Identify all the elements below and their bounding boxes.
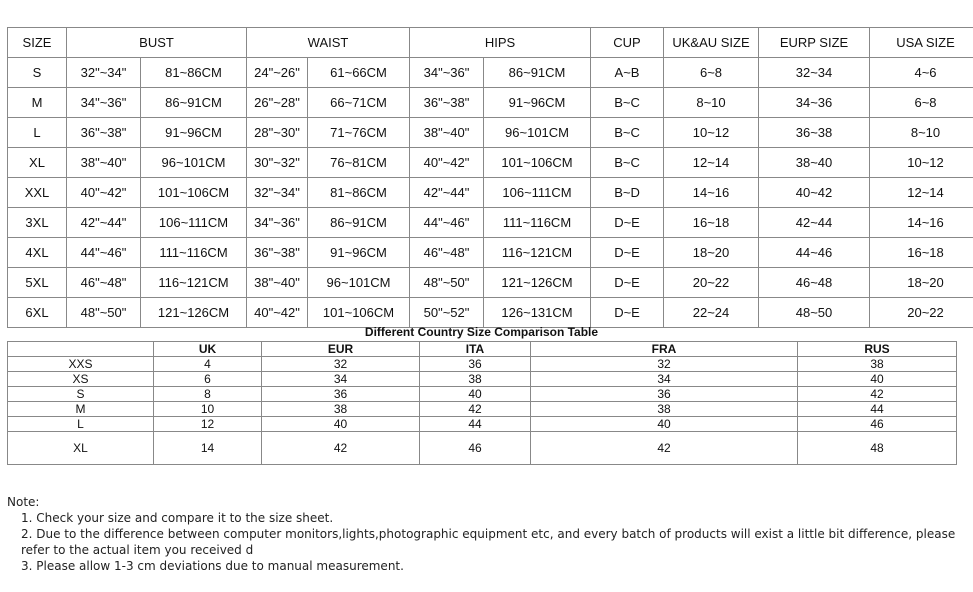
table-cell: 38 — [420, 372, 531, 387]
table-cell: B~D — [591, 178, 664, 208]
table-row — [8, 118, 973, 148]
table-cell: 44"~46" — [410, 208, 484, 238]
table-cell: 8~10 — [664, 88, 759, 118]
table-cell: 86~91CM — [308, 208, 410, 238]
table-row — [8, 58, 973, 88]
table-cell: 48"~50" — [67, 298, 141, 328]
table-cell: 76~81CM — [308, 148, 410, 178]
table-row — [8, 238, 973, 268]
note-item: 1. Check your size and compare it to the size sheet. — [21, 511, 334, 525]
table-cell: 14~16 — [664, 178, 759, 208]
table-cell: 116~121CM — [141, 268, 247, 298]
table-cell: 96~101CM — [308, 268, 410, 298]
table-cell: 32 — [531, 357, 798, 372]
table-cell: B~C — [591, 88, 664, 118]
table-cell: 38"~40" — [247, 268, 308, 298]
table-cell: 48~50 — [759, 298, 870, 328]
table-cell: XXL — [8, 178, 67, 208]
notes-section — [7, 494, 967, 574]
table-cell: 40~42 — [759, 178, 870, 208]
table-cell: 14 — [154, 432, 262, 465]
table-cell: 106~111CM — [141, 208, 247, 238]
size-table-header-row — [8, 28, 973, 58]
comparison-header-cell — [8, 342, 154, 357]
table-cell: A~B — [591, 58, 664, 88]
table-cell: 40"~42" — [410, 148, 484, 178]
table-row — [8, 178, 973, 208]
table-cell: B~C — [591, 148, 664, 178]
table-cell: 6 — [154, 372, 262, 387]
comparison-header-cell: EUR — [262, 342, 420, 357]
notes-list — [7, 510, 967, 574]
table-cell: 46"~48" — [410, 238, 484, 268]
table-cell: 6~8 — [870, 88, 973, 118]
table-row — [8, 417, 957, 432]
table-cell: 101~106CM — [141, 178, 247, 208]
table-cell: 36 — [262, 387, 420, 402]
table-cell: 116~121CM — [484, 238, 591, 268]
table-cell: S — [8, 58, 67, 88]
table-cell: 26"~28" — [247, 88, 308, 118]
comparison-table-title: Different Country Size Comparison Table — [364, 325, 599, 339]
table-cell: 86~91CM — [484, 58, 591, 88]
table-cell: 111~116CM — [141, 238, 247, 268]
table-cell: 32"~34" — [247, 178, 308, 208]
table-cell: S — [8, 387, 154, 402]
size-table-header-cell: BUST — [67, 28, 247, 58]
table-cell: 8 — [154, 387, 262, 402]
table-cell: 44 — [798, 402, 957, 417]
table-cell: 12~14 — [664, 148, 759, 178]
table-cell: 44"~46" — [67, 238, 141, 268]
table-cell: 44 — [420, 417, 531, 432]
table-row — [8, 357, 957, 372]
comparison-header-cell: UK — [154, 342, 262, 357]
table-cell: 30"~32" — [247, 148, 308, 178]
table-cell: 121~126CM — [484, 268, 591, 298]
table-row — [8, 432, 957, 465]
table-cell: 34"~36" — [247, 208, 308, 238]
table-cell: 6XL — [8, 298, 67, 328]
table-cell: 36"~38" — [410, 88, 484, 118]
table-cell: 36 — [531, 387, 798, 402]
table-cell: L — [8, 417, 154, 432]
table-cell: M — [8, 402, 154, 417]
size-table-header-cell: WAIST — [247, 28, 410, 58]
table-cell: L — [8, 118, 67, 148]
table-row — [8, 88, 973, 118]
table-cell: XL — [8, 432, 154, 465]
table-cell: XL — [8, 148, 67, 178]
table-cell: D~E — [591, 208, 664, 238]
table-cell: 40"~42" — [67, 178, 141, 208]
table-cell: 96~101CM — [141, 148, 247, 178]
table-cell: 36"~38" — [247, 238, 308, 268]
comparison-header-row — [8, 342, 957, 357]
table-cell: 36~38 — [759, 118, 870, 148]
table-cell: 28"~30" — [247, 118, 308, 148]
table-cell: 10~12 — [664, 118, 759, 148]
table-cell: XXS — [8, 357, 154, 372]
table-cell: 20~22 — [870, 298, 973, 328]
table-cell: 5XL — [8, 268, 67, 298]
table-cell: 42~44 — [759, 208, 870, 238]
size-table-header-cell: UK&AU SIZE — [664, 28, 759, 58]
table-cell: 32 — [262, 357, 420, 372]
table-cell: 6~8 — [664, 58, 759, 88]
table-cell: 101~106CM — [308, 298, 410, 328]
table-cell: 101~106CM — [484, 148, 591, 178]
table-cell: 3XL — [8, 208, 67, 238]
table-cell: 71~76CM — [308, 118, 410, 148]
table-row — [8, 298, 973, 328]
table-cell: D~E — [591, 298, 664, 328]
table-cell: B~C — [591, 118, 664, 148]
table-cell: 44~46 — [759, 238, 870, 268]
table-cell: 121~126CM — [141, 298, 247, 328]
table-cell: 22~24 — [664, 298, 759, 328]
table-cell: 4XL — [8, 238, 67, 268]
table-row — [8, 387, 957, 402]
comparison-header-cell: ITA — [420, 342, 531, 357]
table-cell: 18~20 — [870, 268, 973, 298]
size-table-header-cell: SIZE — [8, 28, 67, 58]
table-cell: 106~111CM — [484, 178, 591, 208]
note-item: 2. Due to the difference between computer monitors,lights,photographic equipment etc, and every batch of products will exist a little bit difference, please refer to the actual item you received d — [21, 527, 956, 557]
table-cell: 34"~36" — [410, 58, 484, 88]
table-cell: 40 — [420, 387, 531, 402]
table-cell: 36 — [420, 357, 531, 372]
table-cell: 38~40 — [759, 148, 870, 178]
table-cell: 40 — [531, 417, 798, 432]
size-chart-table — [7, 27, 973, 328]
table-cell: 40 — [798, 372, 957, 387]
table-cell: 96~101CM — [484, 118, 591, 148]
table-cell: 40 — [262, 417, 420, 432]
table-row — [8, 208, 973, 238]
table-cell: 4 — [154, 357, 262, 372]
table-cell: 111~116CM — [484, 208, 591, 238]
table-cell: 40"~42" — [247, 298, 308, 328]
size-table-header-cell: CUP — [591, 28, 664, 58]
size-table-header-cell: EURP SIZE — [759, 28, 870, 58]
table-cell: 81~86CM — [141, 58, 247, 88]
table-cell: 46"~48" — [67, 268, 141, 298]
table-cell: 46 — [798, 417, 957, 432]
table-cell: 38 — [262, 402, 420, 417]
table-cell: 42"~44" — [67, 208, 141, 238]
table-cell: 66~71CM — [308, 88, 410, 118]
table-cell: 16~18 — [870, 238, 973, 268]
table-row — [8, 372, 957, 387]
table-cell: 24"~26" — [247, 58, 308, 88]
comparison-header-cell: FRA — [531, 342, 798, 357]
table-cell: 38"~40" — [410, 118, 484, 148]
table-cell: 38 — [798, 357, 957, 372]
size-table-header-cell: HIPS — [410, 28, 591, 58]
table-cell: 42 — [420, 402, 531, 417]
country-size-comparison-table — [7, 341, 957, 465]
table-cell: 46~48 — [759, 268, 870, 298]
table-cell: 10~12 — [870, 148, 973, 178]
table-cell: 42 — [798, 387, 957, 402]
table-cell: D~E — [591, 268, 664, 298]
table-cell: 34 — [262, 372, 420, 387]
table-cell: 20~22 — [664, 268, 759, 298]
table-cell: 32~34 — [759, 58, 870, 88]
comparison-header-cell: RUS — [798, 342, 957, 357]
table-cell: 61~66CM — [308, 58, 410, 88]
table-cell: 48 — [798, 432, 957, 465]
table-cell: 12~14 — [870, 178, 973, 208]
table-cell: XS — [8, 372, 154, 387]
table-cell: 91~96CM — [141, 118, 247, 148]
note-item: 3. Please allow 1-3 cm deviations due to manual measurement. — [21, 559, 404, 573]
table-row — [8, 268, 973, 298]
table-cell: 38"~40" — [67, 148, 141, 178]
table-cell: 38 — [531, 402, 798, 417]
table-cell: 8~10 — [870, 118, 973, 148]
table-cell: 42 — [262, 432, 420, 465]
table-cell: 50"~52" — [410, 298, 484, 328]
table-row — [8, 402, 957, 417]
table-cell: 12 — [154, 417, 262, 432]
table-cell: 18~20 — [664, 238, 759, 268]
table-row — [8, 148, 973, 178]
table-cell: D~E — [591, 238, 664, 268]
table-cell: 34~36 — [759, 88, 870, 118]
notes-heading: Note: — [7, 495, 40, 509]
table-cell: 46 — [420, 432, 531, 465]
table-cell: 4~6 — [870, 58, 973, 88]
table-cell: 36"~38" — [67, 118, 141, 148]
table-cell: 34 — [531, 372, 798, 387]
table-cell: 81~86CM — [308, 178, 410, 208]
table-cell: 14~16 — [870, 208, 973, 238]
table-cell: 16~18 — [664, 208, 759, 238]
table-cell: 126~131CM — [484, 298, 591, 328]
table-cell: 91~96CM — [308, 238, 410, 268]
table-cell: 91~96CM — [484, 88, 591, 118]
table-cell: 32"~34" — [67, 58, 141, 88]
table-cell: 42"~44" — [410, 178, 484, 208]
table-cell: 48"~50" — [410, 268, 484, 298]
table-cell: 10 — [154, 402, 262, 417]
table-cell: 86~91CM — [141, 88, 247, 118]
table-cell: 34"~36" — [67, 88, 141, 118]
table-cell: 42 — [531, 432, 798, 465]
table-cell: M — [8, 88, 67, 118]
size-table-header-cell: USA SIZE — [870, 28, 973, 58]
